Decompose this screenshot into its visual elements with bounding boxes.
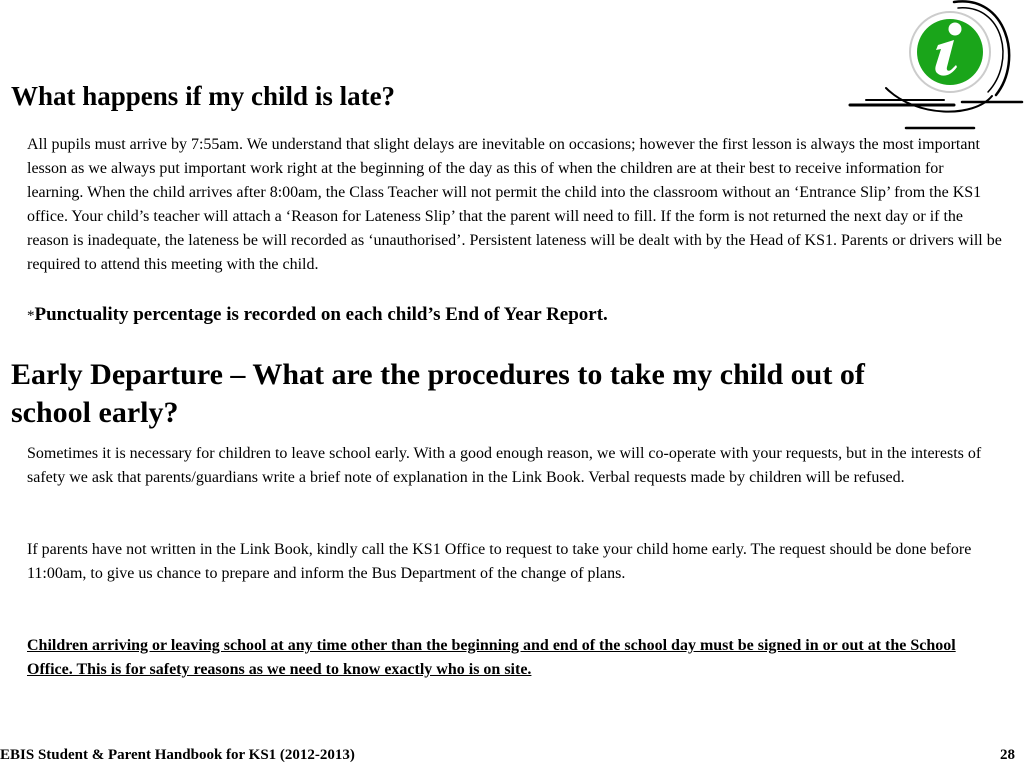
punctuality-note xyxy=(27,303,608,328)
section-heading-early-departure: Early Departure – What are the procedures to take my child out of school early? xyxy=(11,358,865,429)
lateness-paragraph: All pupils must arrive by 7:55am. We understand that slight delays are inevitable on occasions; however the first lesson is always the most important lesson as we always put important work right at the beginning of the day as this of when the children are at their best to receive information for learning. When the child arrives after 8:00am, the Class Teacher will not permit the child into the classroom without an ‘Entrance Slip’ from the KS1 office. Your child’s teacher will attach a ‘Reason for Lateness Slip’ that the parent will need to fill. If the form is not returned the next day or if the reason is inadequate, the lateness be will recorded as ‘unauthorised’. Persistent lateness will be dealt with by the Head of KS1. Parents or drivers will be required to attend this meeting with the child. xyxy=(27,136,1002,273)
early-departure-paragraph-1: Sometimes it is necessary for children to leave school early. With a good enough reason, we will co-operate with your requests, but in the interests of safety we ask that parents/guardians write a brief note of explanation in the Link Book. Verbal requests made by children will be refused. xyxy=(27,445,982,486)
footer-title: EBIS Student & Parent Handbook for KS1 (2012-2013) xyxy=(0,747,355,763)
section-heading-late: What happens if my child is late? xyxy=(11,81,396,111)
early-departure-paragraph-2: If parents have not written in the Link Book, kindly call the KS1 Office to request to take your child home early. The request should be done before 11:00am, to give us chance to prepare and inform the Bus Department of the change of plans. xyxy=(27,541,972,582)
information-icon xyxy=(846,0,1024,135)
safety-notice: Children arriving or leaving school at any time other than the beginning and end of the school day must be signed in or out at the School Office. This is for safety reasons as we need to know exactly who is on site. xyxy=(27,637,956,678)
note-marker: * xyxy=(27,308,35,324)
page-number: 28 xyxy=(1000,747,1015,763)
note-text: Punctuality percentage is recorded on each child’s End of Year Report. xyxy=(34,304,608,325)
